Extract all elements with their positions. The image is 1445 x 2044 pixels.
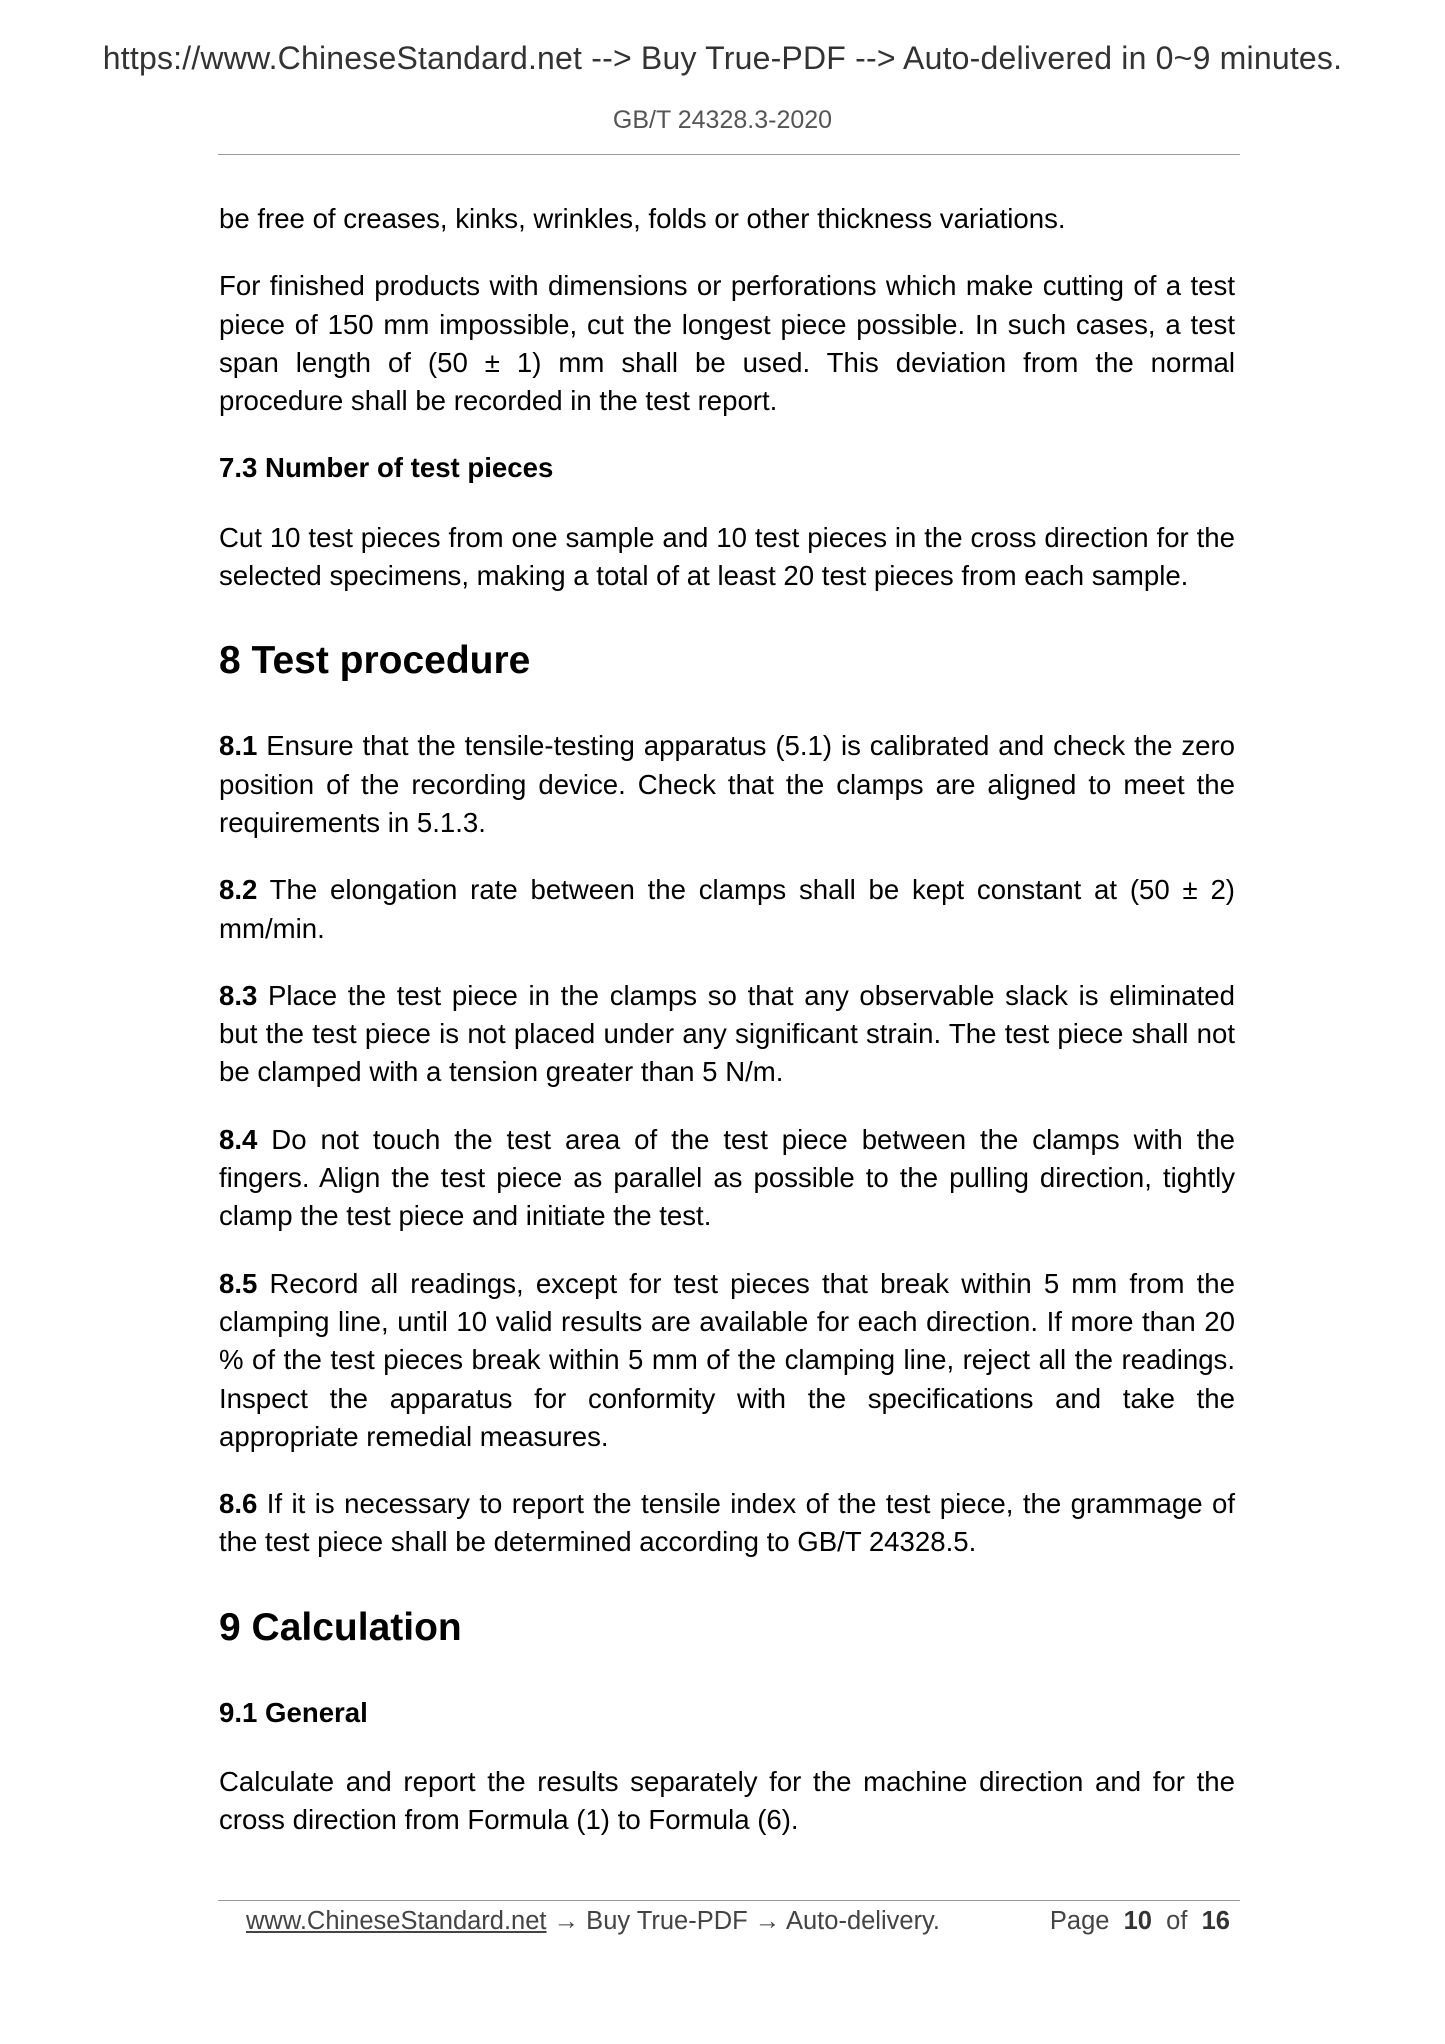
clause-number: 8.4 [219,1123,258,1155]
header-divider [218,154,1240,155]
clause-number: 8.6 [219,1488,258,1520]
page-current: 10 [1123,1907,1152,1935]
paragraph-finished-products: For finished products with dimensions or perforations which make cutting of a test piece of 150 mm impossible, cut the longest piece possible. In such cases, a test span length of (50 ± 1) mm shall be used. This deviation from the normal procedure shall be recorded in the test report. [219,270,1235,417]
section-heading-8: 8 Test procedure [219,639,531,683]
subsection-heading-9-1: 9.1 General [219,1696,368,1728]
clause-8-1 [219,727,1235,842]
clause-text: Ensure that the tensile-testing apparatus (5.1) is calibrated and check the zero position of the recording device. Check that the clamps are aligned to meet the requirements in 5.1.3. [219,730,1235,838]
paragraph-7-3: Cut 10 test pieces from one sample and 10 test pieces in the cross direction for the selected specimens, making a total of at least 20 test pieces from each sample. [219,521,1235,592]
clause-number: 8.3 [219,979,258,1011]
clause-8-3 [219,977,1235,1092]
paragraph-9-1: Calculate and report the results separately for the machine direction and for the cross direction from Formula (1) to Formula (6). [219,1766,1235,1836]
standard-code: GB/T 24328.3-2020 [612,106,833,134]
page-label: Page [1049,1907,1110,1935]
clause-8-2 [219,871,1235,948]
clause-text: The elongation rate between the clamps shall be kept constant at (50 ± 2) mm/min. [219,874,1235,944]
document-body [219,200,1235,1869]
page-total: 16 [1201,1907,1230,1935]
clause-number: 8.2 [219,874,258,906]
clause-text: Place the test piece in the clamps so that any observable slack is eliminated but the test piece is not placed under any significant strain. The test piece shall not be clamped with a tension greater than 5 N/m. [219,979,1235,1088]
footer-site-link[interactable]: www.ChineseStandard.net [246,1907,547,1935]
clause-text: Record all readings, except for test pieces that break within 5 mm from the clamping line, until 10 valid results are available for each direction. If more than 20 % of the test pieces break within 5 mm of the clamping line, reject all the readings. Inspect the apparatus for conformity with the specifications and take the appropriate remedial measures. [219,1267,1235,1452]
clause-8-5 [219,1265,1235,1456]
clause-text: Do not touch the test area of the test piece between the clamps with the fingers. Align the test piece as parallel as possible to the pulling direction, tightly clamp the test piece and initiate the test. [219,1123,1235,1232]
clause-number: 8.5 [219,1267,258,1299]
of-label: of [1166,1907,1188,1935]
footer-divider [218,1900,1240,1901]
subsection-heading-7-3: 7.3 Number of test pieces [219,452,554,484]
page-footer [246,1903,1236,1939]
footer-tagline: → Buy True-PDF → Auto-delivery. [546,1907,940,1935]
paragraph-continuation: be free of creases, kinks, wrinkles, folds or other thickness variations. [219,203,1066,234]
site-banner: https://www.ChineseStandard.net --> Buy True-PDF --> Auto-delivered in 0~9 minutes. [102,40,1343,76]
clause-text: If it is necessary to report the tensile index of the test piece, the grammage of the test piece shall be determined according to GB/T 24328.5. [219,1488,1235,1558]
clause-8-6 [219,1485,1235,1562]
clause-number: 8.1 [219,730,258,762]
clause-8-4 [219,1121,1235,1236]
section-heading-9: 9 Calculation [219,1605,462,1649]
page-indicator [1050,1903,1230,1939]
